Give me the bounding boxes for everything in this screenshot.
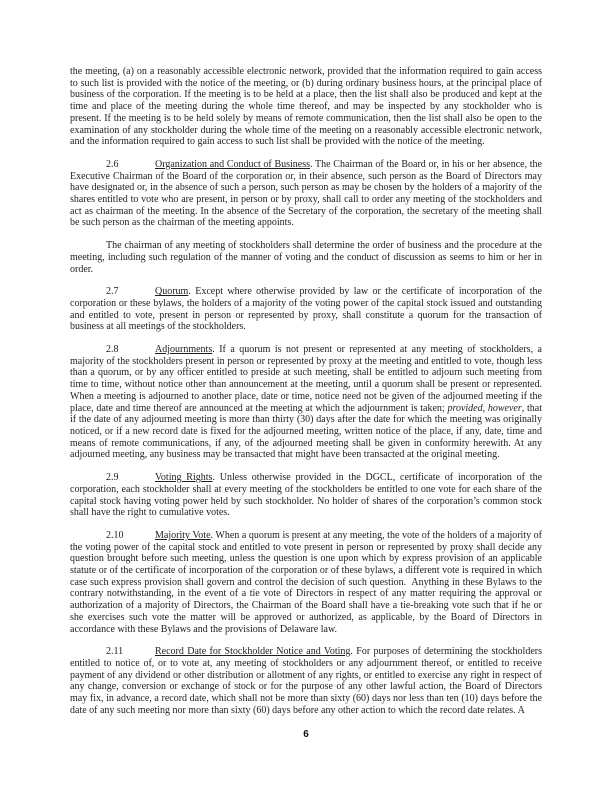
section-heading: Majority Vote — [155, 529, 211, 541]
body-text: . For purposes of determining the stockholders entitled to notice of, or to vote at, any meeting of stockholders or any adjournment thereof, or entitled to receive payment of any dividend or other distribution or allotment of any rights, or entitled to exercise any right in respect of any change, conversion or exchange of stock or for the purpose of any other lawful action, the Board of Directors may fix, in advance, a record date, which shall not be more than sixty (60) days nor less than ten (10) days before the date of any such meeting nor more than sixty (60) days before any other action to which the record date relates. A — [70, 646, 542, 716]
section-paragraph — [70, 159, 542, 229]
section-paragraph — [70, 286, 542, 333]
body-text: . Unless otherwise provided in the DGCL, certificate of incorporation of the corporation, each stockholder shall at every meeting of the stockholders be entitled to one vote for each share of the capital stock having voting power held by such stockholder. No holder of shares of the corporation’s common stock shall have the right to cumulative votes. — [70, 472, 543, 519]
body-text: . When a quorum is present at any meeting, the vote of the holders of a majority of the voting power of the capital stock and entitled to vote present in person or represented by proxy shall decide any question brought before such meeting, unless the question is one upon which by express provision of an applicable statute or of the certificate of incorporation of the corporation or of these bylaws, a different vote is required in which case such express provision shall govern and control the decision of such question. Anything in these Bylaws to the contrary notwithstanding, in the event of a tie vote of Directors in respect of any matter requiring the approval or authorization of a majority of Directors, the Chairman of the Board shall have a tie-breaking vote such that if he or she exercises such vote the matter will be approved or authorized, as applicable, by the Board of Directors in accordance with these Bylaws and the provisions of Delaware law. — [70, 529, 543, 635]
section-paragraph — [70, 530, 542, 635]
section-heading: Quorum — [155, 286, 189, 298]
section-number: 2.9 — [106, 472, 119, 484]
document-content — [70, 66, 542, 727]
section-heading: Voting Rights — [155, 472, 213, 484]
section-number: 2.7 — [106, 286, 119, 298]
body-text: , that if the date of any adjourned meeting is more than thirty (30) days after the date for which the meeting was originally noticed, or if a new record date is fixed for the adjourned meeting, written notice of the place, if any, date, time and means of remote communications, if any, of the adjourned meeting shall be given in conformity herewith. At any adjourned meeting, any business may be transacted that might have been transacted at the original meeting. — [70, 402, 542, 461]
page-number: 6 — [303, 729, 309, 740]
section-paragraph — [70, 646, 542, 716]
section-paragraph — [70, 344, 542, 461]
body-text: . The Chairman of the Board or, in his or her absence, the Executive Chairman of the Board of the corporation or, in their absence, such person as the Board of Directors may have designated or, in the absence of such a person, such person as may be chosen by the holders of a majority of the shares entitled to vote who are present, in person or by proxy, shall call to order any meeting of the stockholders and act as chairman of the meeting. In the absence of the Secretary of the corporation, the secretary of the meeting shall be such person as the chairman of the meeting appoints. — [70, 158, 542, 229]
section-heading: Organization and Conduct of Business — [155, 158, 311, 170]
body-text: provided, however — [447, 402, 522, 414]
section-paragraph — [70, 472, 542, 519]
paragraph — [70, 240, 542, 275]
section-number: 2.10 — [106, 529, 124, 541]
body-text: . Except where otherwise provided by law or the certificate of incorporation of the corporation or these bylaws, the holders of a majority of the voting power of the capital stock issued and outstanding and entitled to vote, present in person or represented by proxy, shall constitute a quorum for the transaction of business at all meetings of the stockholders. — [70, 286, 542, 333]
section-heading: Adjournments — [155, 344, 213, 356]
section-heading: Record Date for Stockholder Notice and Voting — [155, 646, 351, 658]
body-text: the meeting, (a) on a reasonably accessible electronic network, provided that the information required to gain access to such list is provided with the notice of the meeting, or (b) during ordinary business hours, at the principal place of business of the corporation. If the meeting is to be held at a place, then the list shall also be produced and kept at the time and place of the meeting during the whole time thereof, and may be inspected by any stockholder who is present. If the meeting is to be held solely by means of remote communication, then the list shall also be open to the examination of any stockholder during the whole time of the meeting on a reasonably accessible electronic network, and the information required to gain access to such list shall be provided with the notice of the meeting. — [70, 66, 542, 148]
paragraph — [70, 66, 542, 148]
section-number: 2.8 — [106, 344, 119, 356]
body-text: . If a quorum is not present or represented at any meeting of stockholders, a majority of the stockholders present in person or represented by proxy at the meeting and entitled to vote, though less than a quorum, or by any officer entitled to preside at such meeting, shall be entitled to adjourn such meeting from time to time, without notice other than announcement at the meeting, until a quorum shall be present or represented. When a meeting is adjourned to another place, date or time, notice need not be given of the adjourned meeting if the place, date and time thereof are announced at the meeting at which the adjournment is taken; — [70, 344, 542, 414]
section-number: 2.11 — [106, 646, 124, 658]
section-number: 2.6 — [106, 158, 119, 170]
body-text: The chairman of any meeting of stockholders shall determine the order of business and the procedure at the meeting, including such regulation of the manner of voting and the conduct of discussion as seems to him or her in order. — [70, 240, 542, 275]
